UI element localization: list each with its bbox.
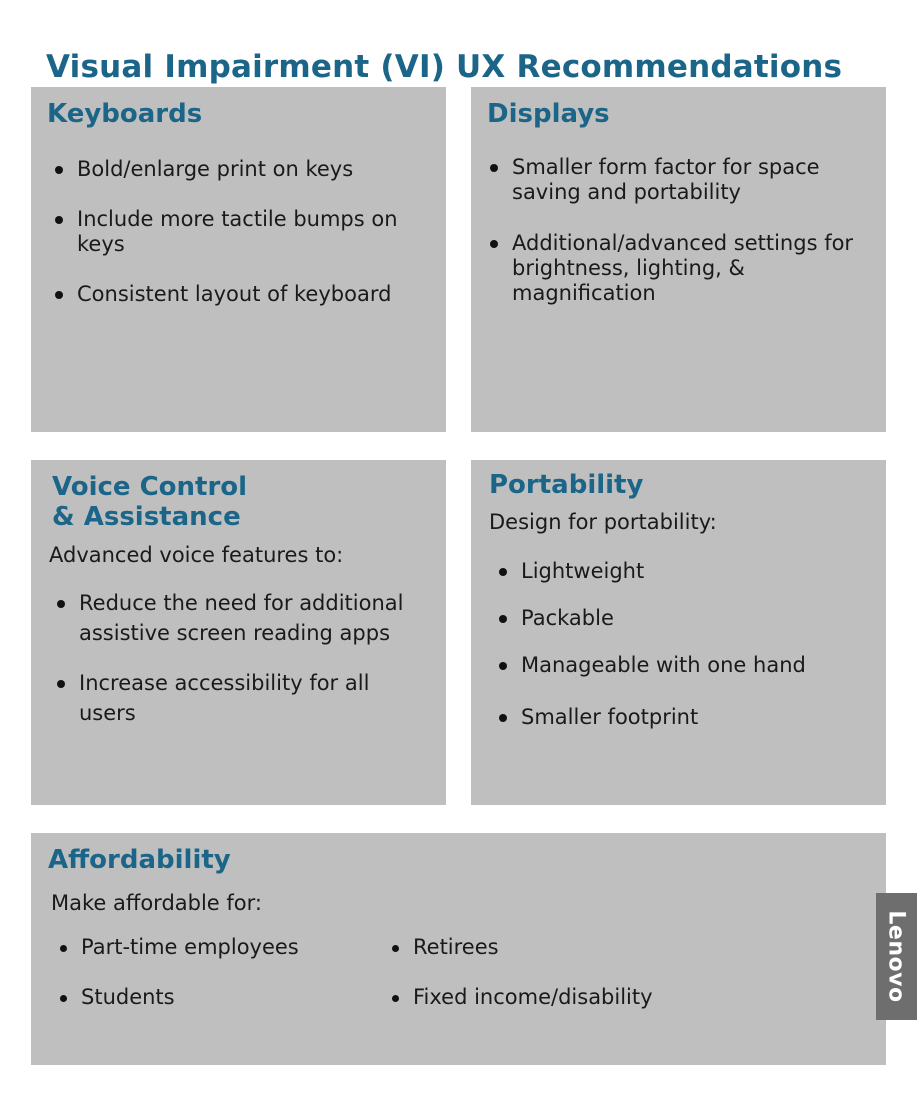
affordability-list-right — [391, 935, 723, 1035]
bullet-icon — [60, 995, 67, 1002]
bullet-icon — [490, 240, 498, 248]
portability-intro: Design for portability: — [489, 510, 717, 534]
list-item — [497, 606, 877, 631]
portability-list — [497, 559, 877, 752]
voice-control-intro: Advanced voice features to: — [49, 543, 344, 567]
list-item — [53, 207, 433, 257]
list-item-text: Smaller form factor for space saving and portability — [512, 155, 820, 204]
bullet-icon — [60, 945, 67, 952]
list-item-text: Increase accessibility for all users — [79, 671, 370, 725]
bullet-icon — [490, 164, 498, 172]
keyboards-card — [31, 87, 446, 432]
lenovo-logo — [876, 893, 917, 1020]
voice-control-heading — [52, 472, 352, 532]
heading-line: & Assistance — [52, 502, 241, 532]
bullet-icon — [499, 615, 507, 623]
list-item-text: Packable — [521, 606, 614, 630]
list-item-text: Manageable with one hand — [521, 653, 806, 677]
list-item — [55, 588, 415, 648]
heading-line: Voice Control — [52, 472, 248, 502]
list-item-text: Consistent layout of keyboard — [77, 282, 392, 306]
list-item-text: Include more tactile bumps on keys — [77, 207, 398, 256]
displays-heading: Displays — [487, 99, 610, 129]
list-item — [59, 935, 391, 960]
voice-control-card — [31, 460, 446, 805]
bullet-icon — [499, 714, 507, 722]
portability-card — [471, 460, 886, 805]
lenovo-logo-text: Lenovo — [884, 910, 910, 1003]
list-item — [497, 559, 877, 584]
bullet-icon — [55, 166, 63, 174]
list-item-text: Additional/advanced settings for brightness, lighting, & magnification — [512, 231, 854, 305]
list-item — [53, 157, 433, 182]
list-item — [497, 705, 877, 730]
affordability-list-left — [59, 935, 391, 1035]
list-item — [55, 668, 415, 728]
list-item — [59, 985, 391, 1010]
keyboards-list — [53, 157, 433, 332]
page-title: Visual Impairment (VI) UX Recommendations — [46, 48, 843, 85]
affordability-intro: Make affordable for: — [51, 891, 262, 915]
list-item-text: Part-time employees — [81, 935, 299, 959]
list-item-text: Fixed income/disability — [413, 985, 653, 1009]
voice-control-list — [55, 588, 415, 748]
bullet-icon — [55, 216, 63, 224]
list-item — [391, 935, 723, 960]
list-item-text: Lightweight — [521, 559, 645, 583]
list-item-text: Reduce the need for additional assistive screen reading apps — [79, 591, 404, 645]
affordability-heading: Affordability — [48, 845, 231, 875]
keyboards-heading: Keyboards — [47, 99, 203, 129]
displays-card — [471, 87, 886, 432]
list-item — [488, 155, 873, 205]
list-item-text: Bold/enlarge print on keys — [77, 157, 354, 181]
list-item — [497, 653, 877, 678]
displays-list — [488, 155, 873, 332]
list-item — [391, 985, 723, 1010]
bullet-icon — [499, 568, 507, 576]
portability-heading: Portability — [489, 470, 644, 500]
list-item — [488, 231, 873, 306]
bullet-icon — [392, 945, 399, 952]
bullet-icon — [55, 291, 63, 299]
affordability-columns — [59, 935, 723, 1035]
bullet-icon — [57, 600, 65, 608]
bullet-icon — [392, 995, 399, 1002]
list-item — [53, 282, 433, 307]
bullet-icon — [57, 680, 65, 688]
list-item-text: Retirees — [413, 935, 499, 959]
bullet-icon — [499, 662, 507, 670]
affordability-card — [31, 833, 886, 1065]
list-item-text: Smaller footprint — [521, 705, 699, 729]
list-item-text: Students — [81, 985, 175, 1009]
